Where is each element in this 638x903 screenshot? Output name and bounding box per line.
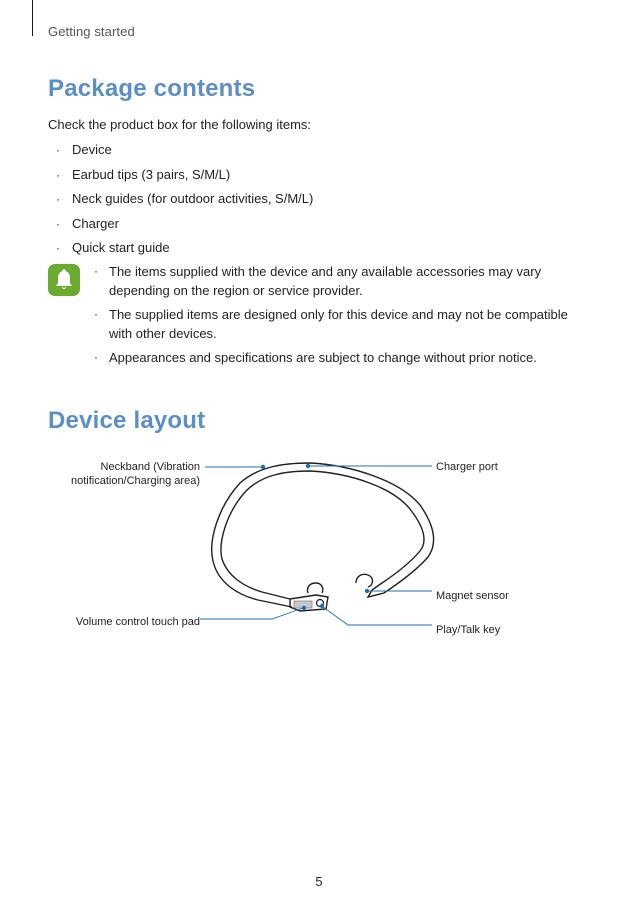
page-number: 5 bbox=[315, 874, 323, 889]
list-item-text: Charger bbox=[72, 215, 119, 231]
callout-dots bbox=[261, 464, 369, 610]
bullet: · bbox=[94, 264, 98, 278]
callout-charger-port: Charger port bbox=[436, 461, 498, 473]
margin-rule bbox=[32, 0, 33, 36]
bullet: · bbox=[94, 350, 98, 364]
list-item bbox=[56, 239, 313, 264]
callout-neckband: Neckband (Vibration notification/Charging area) bbox=[70, 461, 200, 487]
list-item-text: Quick start guide bbox=[72, 240, 170, 255]
callout-play-talk-key: Play/Talk key bbox=[436, 624, 501, 636]
bullet: · bbox=[56, 216, 60, 231]
notes-list bbox=[94, 262, 594, 372]
running-title: Getting started bbox=[48, 24, 135, 39]
bullet: · bbox=[94, 307, 98, 321]
callout-volume-pad: Volume control touch pad bbox=[75, 616, 200, 628]
note-item bbox=[94, 262, 594, 300]
section-heading-device-layout: Device layout bbox=[48, 407, 206, 434]
list-item-text: Device bbox=[72, 142, 112, 157]
device-layout-diagram bbox=[0, 445, 638, 645]
list-item bbox=[56, 215, 313, 240]
note-text: The supplied items are designed only for this device and may not be compatible with other devices. bbox=[109, 307, 568, 341]
note-text: The items supplied with the device and any available accessories may vary depending on the region or service provider. bbox=[109, 264, 542, 298]
package-items-list bbox=[56, 141, 313, 264]
list-item bbox=[56, 190, 313, 215]
neckband-device-illustration bbox=[212, 463, 434, 611]
note-text: Appearances and specifications are subject to change without prior notice. bbox=[109, 350, 537, 365]
callout-magnet-sensor: Magnet sensor bbox=[436, 590, 509, 602]
list-item bbox=[56, 141, 313, 166]
list-item bbox=[56, 166, 313, 191]
bullet: · bbox=[56, 143, 60, 157]
bullet: · bbox=[56, 241, 60, 255]
intro-text: Check the product box for the following items: bbox=[48, 117, 312, 132]
bell-icon bbox=[48, 264, 80, 296]
note-item bbox=[94, 348, 594, 367]
section-heading-package-contents: Package contents bbox=[48, 75, 256, 102]
bullet: · bbox=[56, 167, 60, 182]
bullet: · bbox=[56, 192, 60, 206]
list-item-text: Earbud tips (3 pairs, S/M/L) bbox=[72, 166, 231, 182]
note-item bbox=[94, 305, 594, 343]
list-item-text: Neck guides (for outdoor activities, S/M/L) bbox=[72, 191, 314, 206]
